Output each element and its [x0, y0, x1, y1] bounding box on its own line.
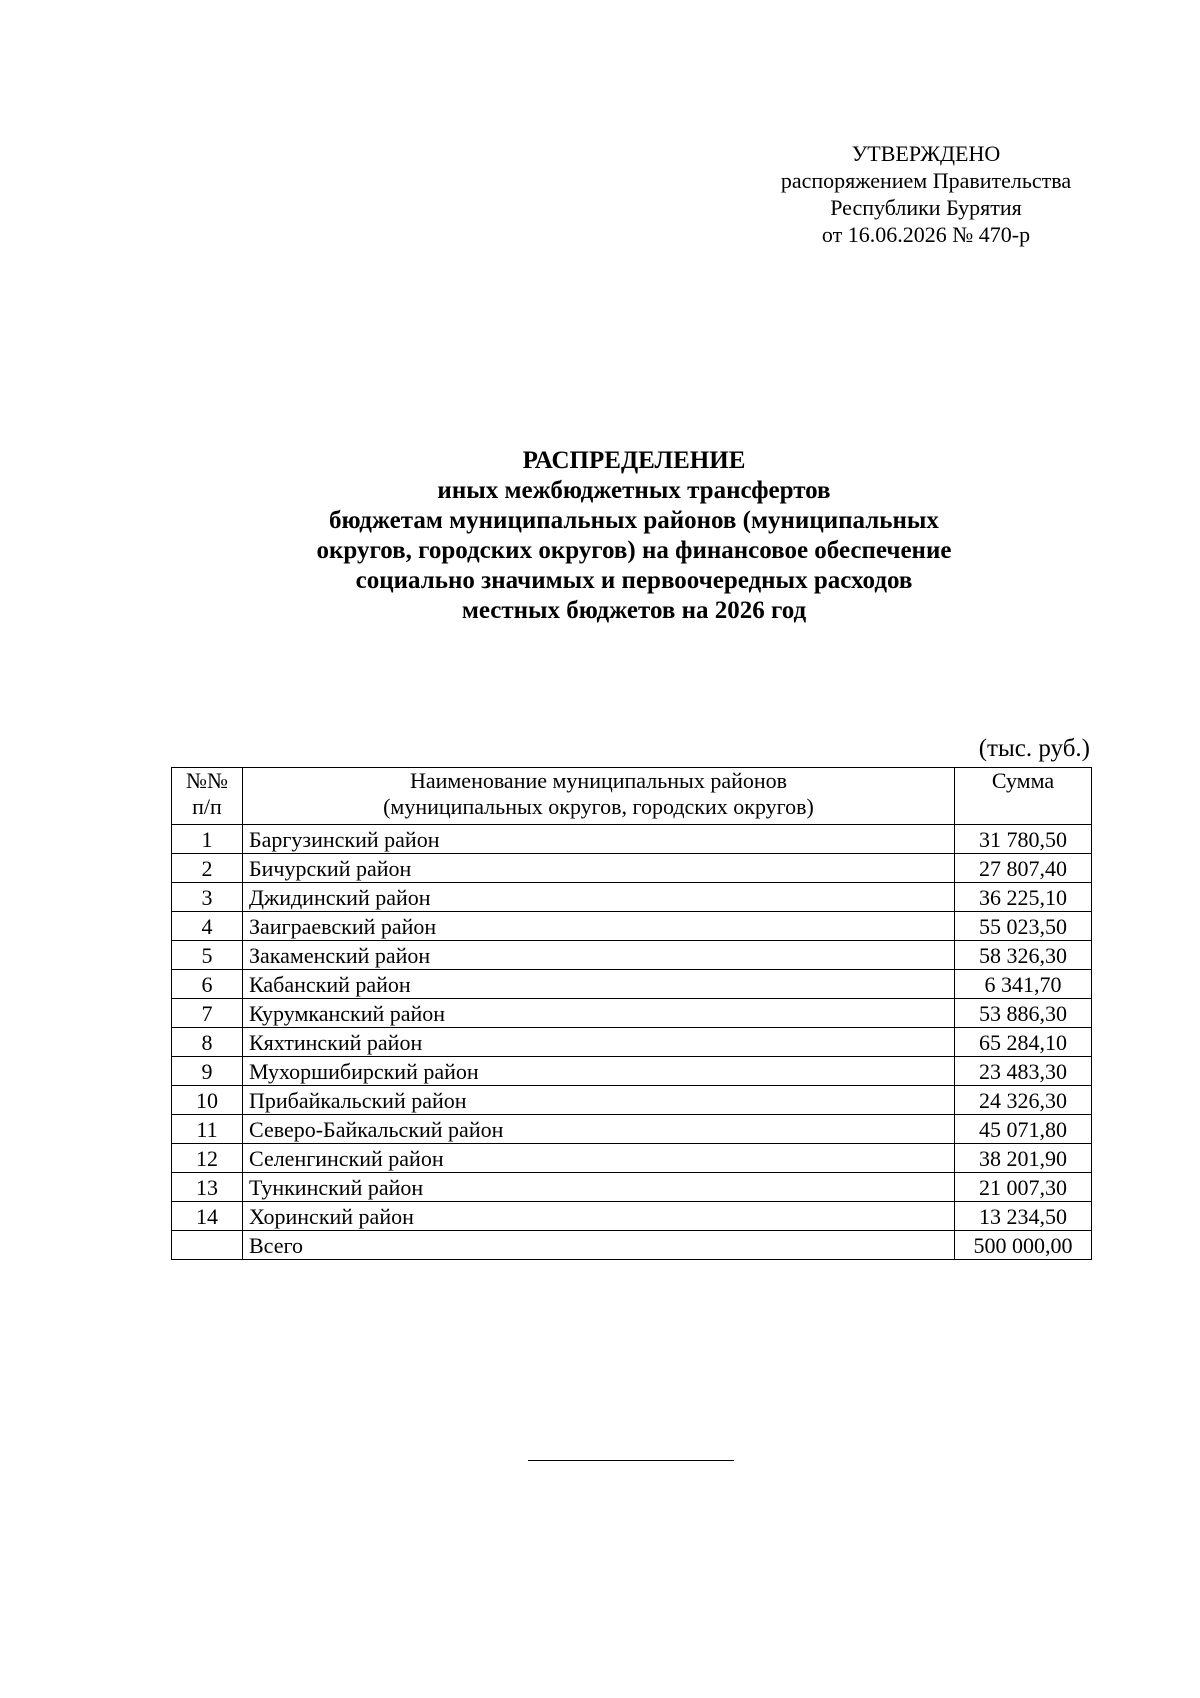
- row-district: Джидинский район: [243, 883, 955, 912]
- row-amount: 53 886,30: [955, 999, 1092, 1028]
- approval-republic: Республики Бурятия: [830, 195, 1022, 220]
- table-row: [172, 854, 1092, 883]
- row-amount: 21 007,30: [955, 1173, 1092, 1202]
- table-row: [172, 941, 1092, 970]
- table-row: [172, 970, 1092, 999]
- row-number: 8: [172, 1028, 243, 1057]
- row-district: Бичурский район: [243, 854, 955, 883]
- title-line-2: иных межбюджетных трансфертов: [437, 477, 831, 504]
- total-label: Всего: [243, 1231, 955, 1260]
- header-number: [172, 768, 243, 825]
- table-row: [172, 1028, 1092, 1057]
- row-number: 10: [172, 1086, 243, 1115]
- row-district: Прибайкальский район: [243, 1086, 955, 1115]
- table-row: [172, 912, 1092, 941]
- row-number: 6: [172, 970, 243, 999]
- row-amount: 38 201,90: [955, 1144, 1092, 1173]
- table-header-row: [172, 768, 1092, 825]
- header-name-line-2: (муниципальных округов, городских округов): [383, 794, 814, 819]
- row-district: Баргузинский район: [243, 825, 955, 854]
- title-line-1: РАСПРЕДЕЛЕНИЕ: [522, 447, 746, 474]
- title-line-5: социально значимых и первоочередных расходов: [355, 567, 913, 594]
- total-amount: 500 000,00: [955, 1231, 1092, 1260]
- table-row: [172, 825, 1092, 854]
- table-row: [172, 883, 1092, 912]
- row-amount: 24 326,30: [955, 1086, 1092, 1115]
- row-number: 2: [172, 854, 243, 883]
- row-number: 1: [172, 825, 243, 854]
- table-row: [172, 1144, 1092, 1173]
- row-amount: 23 483,30: [955, 1057, 1092, 1086]
- approval-stamp: [760, 140, 1092, 248]
- approval-date-number: от 16.06.2026 № 470-р: [821, 222, 1031, 247]
- row-district: Кабанский район: [243, 970, 955, 999]
- document-title: [200, 446, 1068, 626]
- row-amount: 31 780,50: [955, 825, 1092, 854]
- row-amount: 36 225,10: [955, 883, 1092, 912]
- title-line-3: бюджетам муниципальных районов (муниципальных: [329, 507, 939, 534]
- row-amount: 13 234,50: [955, 1202, 1092, 1231]
- row-district: Тункинский район: [243, 1173, 955, 1202]
- table-row: [172, 1173, 1092, 1202]
- row-district: Закаменский район: [243, 941, 955, 970]
- row-number: 12: [172, 1144, 243, 1173]
- row-district: Кяхтинский район: [243, 1028, 955, 1057]
- row-amount: 65 284,10: [955, 1028, 1092, 1057]
- table-row: [172, 1086, 1092, 1115]
- header-name: [243, 768, 955, 825]
- row-amount: 6 341,70: [955, 970, 1092, 999]
- title-line-4: округов, городских округов) на финансовое обеспечение: [316, 537, 952, 564]
- approval-issuer: распоряжением Правительства: [780, 168, 1072, 193]
- row-amount: 27 807,40: [955, 854, 1092, 883]
- header-amount: Сумма: [955, 768, 1092, 825]
- row-number: 14: [172, 1202, 243, 1231]
- footer-divider: [528, 1460, 734, 1461]
- header-number-line-1: №№: [186, 768, 228, 793]
- table-row: [172, 1115, 1092, 1144]
- row-number: 13: [172, 1173, 243, 1202]
- table-row: [172, 1057, 1092, 1086]
- header-number-line-2: п/п: [192, 794, 222, 819]
- row-amount: 58 326,30: [955, 941, 1092, 970]
- title-line-6: местных бюджетов на 2026 год: [461, 597, 807, 624]
- row-amount: 55 023,50: [955, 912, 1092, 941]
- table-total-row: [172, 1231, 1092, 1260]
- row-number: 11: [172, 1115, 243, 1144]
- approval-heading: УТВЕРЖДЕНО: [851, 141, 1001, 166]
- row-number: 4: [172, 912, 243, 941]
- header-name-line-1: Наименование муниципальных районов: [409, 768, 788, 793]
- row-number: 5: [172, 941, 243, 970]
- row-district: Мухоршибирский район: [243, 1057, 955, 1086]
- table-row: [172, 1202, 1092, 1231]
- table-row: [172, 999, 1092, 1028]
- row-number: 9: [172, 1057, 243, 1086]
- distribution-table: [171, 767, 1092, 1260]
- row-district: Заиграевский район: [243, 912, 955, 941]
- row-number: 3: [172, 883, 243, 912]
- row-number: 7: [172, 999, 243, 1028]
- row-district: Курумканский район: [243, 999, 955, 1028]
- row-amount: 45 071,80: [955, 1115, 1092, 1144]
- row-district: Селенгинский район: [243, 1144, 955, 1173]
- units-label: (тыс. руб.): [978, 735, 1090, 762]
- row-district: Хоринский район: [243, 1202, 955, 1231]
- row-district: Северо-Байкальский район: [243, 1115, 955, 1144]
- total-number: [172, 1231, 243, 1260]
